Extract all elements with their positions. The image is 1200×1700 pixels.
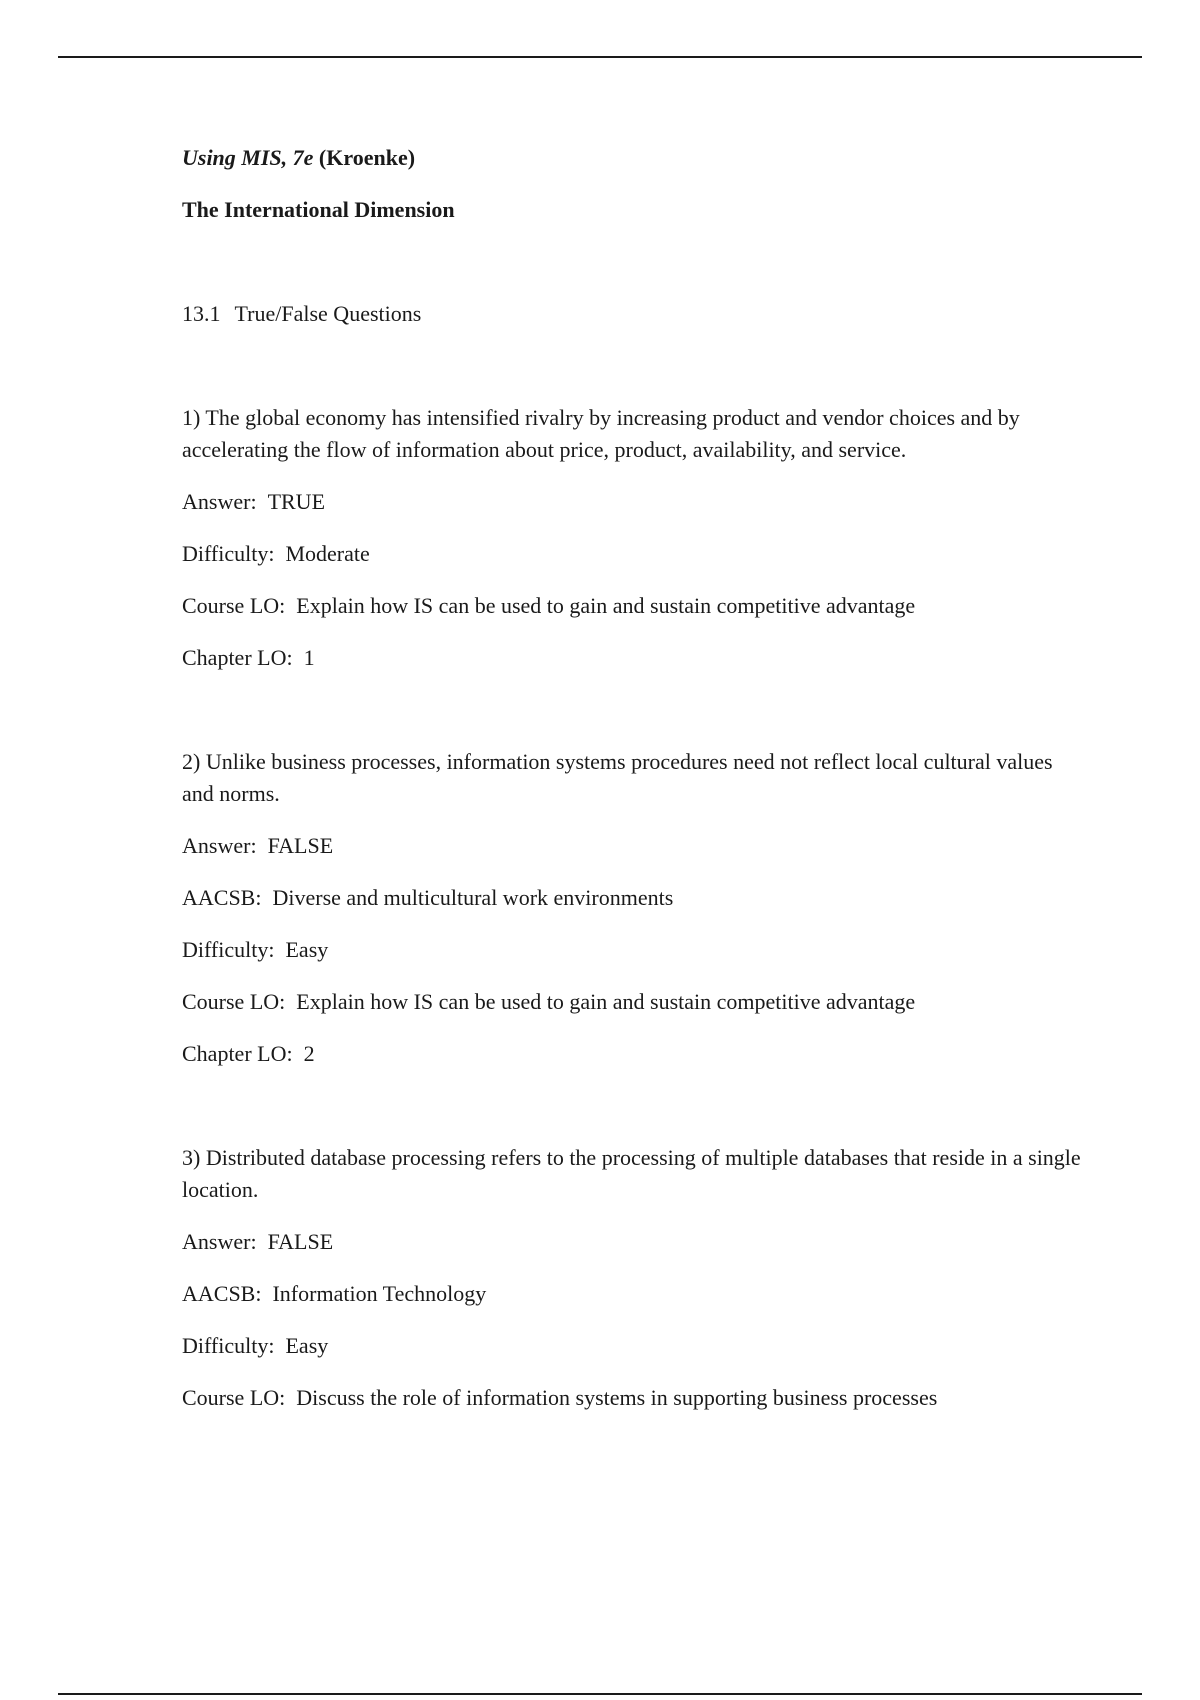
course-lo-field [182, 590, 1082, 622]
field-value: FALSE [267, 1229, 334, 1254]
field-value: FALSE [267, 833, 334, 858]
chapter-title: The International Dimension [182, 197, 455, 222]
field-value: 1 [303, 645, 315, 670]
question-text: 2) Unlike business processes, information systems procedures need not reflect local cultural values and norms. [182, 749, 1053, 806]
book-title: Using MIS, 7e [182, 145, 314, 170]
difficulty-field [182, 538, 1082, 570]
book-author: (Kroenke) [318, 145, 416, 170]
question-text: 1) The global economy has intensified rivalry by increasing product and vendor choices and by accelerating the flow of information about price, product, availability, and service. [182, 405, 1020, 462]
difficulty-field [182, 934, 1082, 966]
aacsb-field [182, 1278, 1082, 1310]
section-title: True/False Questions [234, 301, 422, 326]
field-label: Chapter LO : [182, 1041, 293, 1066]
field-label: Chapter LO : [182, 645, 293, 670]
difficulty-field [182, 1330, 1082, 1362]
field-value: Discuss the role of information systems in supporting business processes [296, 1385, 938, 1410]
field-value: 2 [303, 1041, 315, 1066]
field-value: Diverse and multicultural work environments [272, 885, 674, 910]
book-title-line [182, 142, 1082, 174]
course-lo-field [182, 986, 1082, 1018]
question-3 [182, 1142, 1082, 1414]
field-label: Difficulty : [182, 541, 274, 566]
field-value: Explain how IS can be used to gain and sustain competitive advantage [296, 593, 916, 618]
chapter-lo-field [182, 642, 1082, 674]
field-label: Answer : [182, 1229, 257, 1254]
field-label: AACSB : [182, 1281, 261, 1306]
answer-field [182, 486, 1082, 518]
field-label: Course LO : [182, 1385, 285, 1410]
field-label: Difficulty : [182, 937, 274, 962]
field-value: TRUE [267, 489, 326, 514]
bottom-rule [58, 1693, 1142, 1695]
document-body [182, 142, 1082, 1414]
field-value: Easy [285, 1333, 329, 1358]
question-text: 3) Distributed database processing refers to the processing of multiple databases that reside in a single location. [182, 1145, 1081, 1202]
field-label: Difficulty : [182, 1333, 274, 1358]
field-label: AACSB : [182, 885, 261, 910]
field-value: Moderate [285, 541, 370, 566]
field-label: Answer : [182, 833, 257, 858]
top-rule [58, 56, 1142, 58]
field-label: Answer : [182, 489, 257, 514]
field-label: Course LO : [182, 593, 285, 618]
field-value: Information Technology [272, 1281, 487, 1306]
chapter-lo-field [182, 1038, 1082, 1070]
field-label: Course LO : [182, 989, 285, 1014]
field-value: Explain how IS can be used to gain and sustain competitive advantage [296, 989, 916, 1014]
aacsb-field [182, 882, 1082, 914]
field-value: Easy [285, 937, 329, 962]
course-lo-field [182, 1382, 1082, 1414]
answer-field [182, 1226, 1082, 1258]
question-1 [182, 402, 1082, 674]
section-heading [182, 298, 1082, 330]
section-number: 13.1 [182, 301, 221, 326]
answer-field [182, 830, 1082, 862]
question-2 [182, 746, 1082, 1070]
